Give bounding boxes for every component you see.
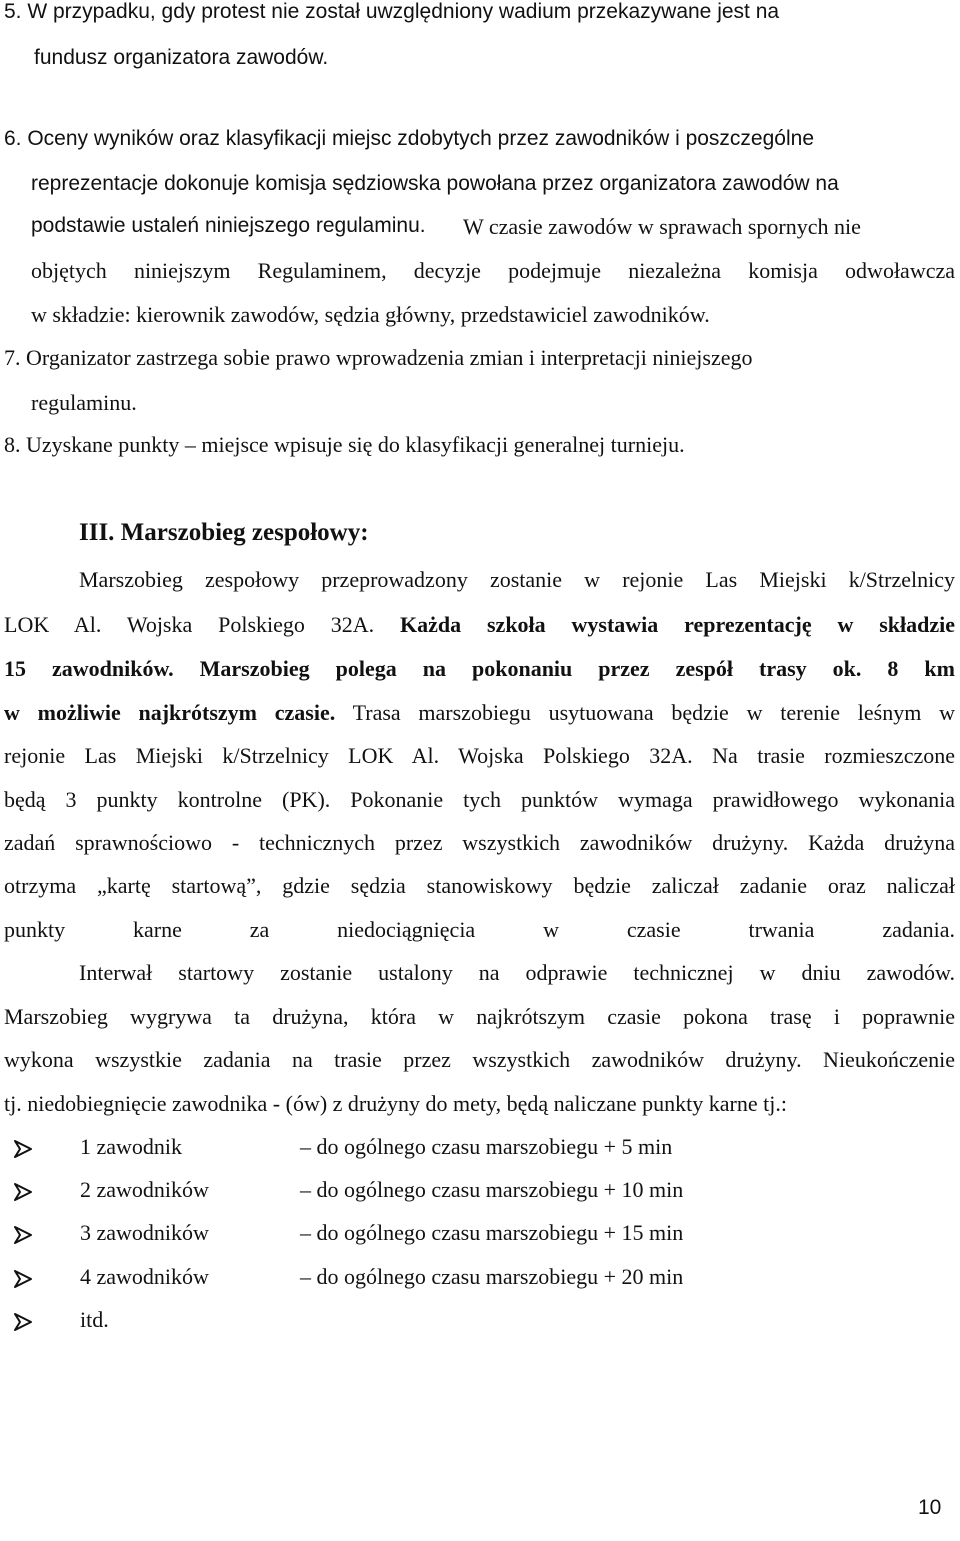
penalty-label: 3 zawodników [80, 1220, 209, 1245]
arrow-bullet-icon [12, 1138, 34, 1160]
body-line-3: 15 zawodników. Marszobieg polega na pokonaniu przez zespół trasy ok. 8 km [4, 656, 955, 681]
body-line-4 [4, 700, 955, 726]
body-line-4-bold: w możliwie najkrótszym czasie. [4, 700, 336, 725]
item-6-line-3b: W czasie zawodów w sprawach spornych nie [463, 214, 861, 239]
body-line-13: tj. niedobiegnięcie zawodnika - (ów) z drużyny do mety, będą naliczane punkty karne tj.: [4, 1091, 787, 1116]
body-line-1: Marszobieg zespołowy przeprowadzony zostanie w rejonie Las Miejski k/Strzelnicy [79, 567, 955, 592]
penalty-desc: – do ogólnego czasu marszobiegu + 15 min [300, 1220, 684, 1245]
item-6-line-3a: podstawie ustaleń niniejszego regulaminu. [31, 214, 426, 237]
body-line-4-regular: Trasa marszobiegu usytuowana będzie w terenie leśnym w [335, 700, 955, 725]
page-number: 10 [918, 1496, 942, 1519]
item-6-line-2: reprezentacje dokonuje komisja sędziowska powołana przez organizatora zawodów na [31, 172, 839, 195]
item-6-line-5: w składzie: kierownik zawodów, sędzia główny, przedstawiciel zawodników. [31, 302, 710, 327]
body-line-10: Interwał startowy zostanie ustalony na odprawie technicznej w dniu zawodów. [79, 960, 955, 985]
body-line-2 [4, 612, 955, 638]
arrow-bullet-icon [12, 1224, 34, 1246]
penalty-label: 2 zawodników [80, 1177, 209, 1202]
item-7-line-1: 7. Organizator zastrzega sobie prawo wprowadzenia zmian i interpretacji niniejszego [4, 345, 753, 370]
body-line-5: rejonie Las Miejski k/Strzelnicy LOK Al. Wojska Polskiego 32A. Na trasie rozmieszczone [4, 743, 955, 768]
body-line-12: wykona wszystkie zadania na trasie przez wszystkich zawodników drużyny. Nieukończenie [4, 1047, 955, 1072]
arrow-bullet-icon [12, 1268, 34, 1290]
item-6-line-1: 6. Oceny wyników oraz klasyfikacji miejsc zdobytych przez zawodników i poszczególne [4, 127, 814, 150]
body-line-9: punkty karne za niedociągnięcia w czasie trwania zadania. [4, 917, 955, 942]
item-6-line-4: objętych niniejszym Regulaminem, decyzje podejmuje niezależna komisja odwoławcza [31, 258, 955, 283]
arrow-bullet-icon [12, 1311, 34, 1333]
item-7-line-2: regulaminu. [31, 390, 137, 415]
body-line-11: Marszobieg wygrywa ta drużyna, która w najkrótszym czasie pokona trasę i poprawnie [4, 1004, 955, 1029]
body-line-2-bold: Każda szkoła wystawia reprezentację w składzie [400, 612, 955, 637]
body-line-7: zadań sprawnościowo - technicznych przez wszystkich zawodników drużyny. Każda drużyna [4, 830, 955, 855]
penalty-desc: – do ogólnego czasu marszobiegu + 10 min [300, 1177, 684, 1202]
body-line-6: będą 3 punkty kontrolne (PK). Pokonanie tych punktów wymaga prawidłowego wykonania [4, 787, 955, 812]
body-line-2-regular: LOK Al. Wojska Polskiego 32A. [4, 612, 401, 637]
penalty-desc: – do ogólnego czasu marszobiegu + 5 min [300, 1134, 673, 1159]
penalty-label: 4 zawodników [80, 1264, 209, 1289]
item-5-line-2: fundusz organizatora zawodów. [34, 46, 329, 69]
item-8-line-1: 8. Uzyskane punkty – miejsce wpisuje się do klasyfikacji generalnej turnieju. [4, 432, 685, 457]
section-heading: III. Marszobieg zespołowy: [79, 519, 369, 546]
body-line-8: otrzyma „kartę startową”, gdzie sędzia stanowiskowy będzie zaliczał zadanie oraz naliczał [4, 873, 955, 898]
item-5-line-1: 5. W przypadku, gdy protest nie został uwzględniony wadium przekazywane jest na [4, 0, 780, 23]
arrow-bullet-icon [12, 1181, 34, 1203]
penalty-label: itd. [80, 1307, 109, 1332]
penalty-label: 1 zawodnik [80, 1134, 183, 1159]
penalty-desc: – do ogólnego czasu marszobiegu + 20 min [300, 1264, 684, 1289]
